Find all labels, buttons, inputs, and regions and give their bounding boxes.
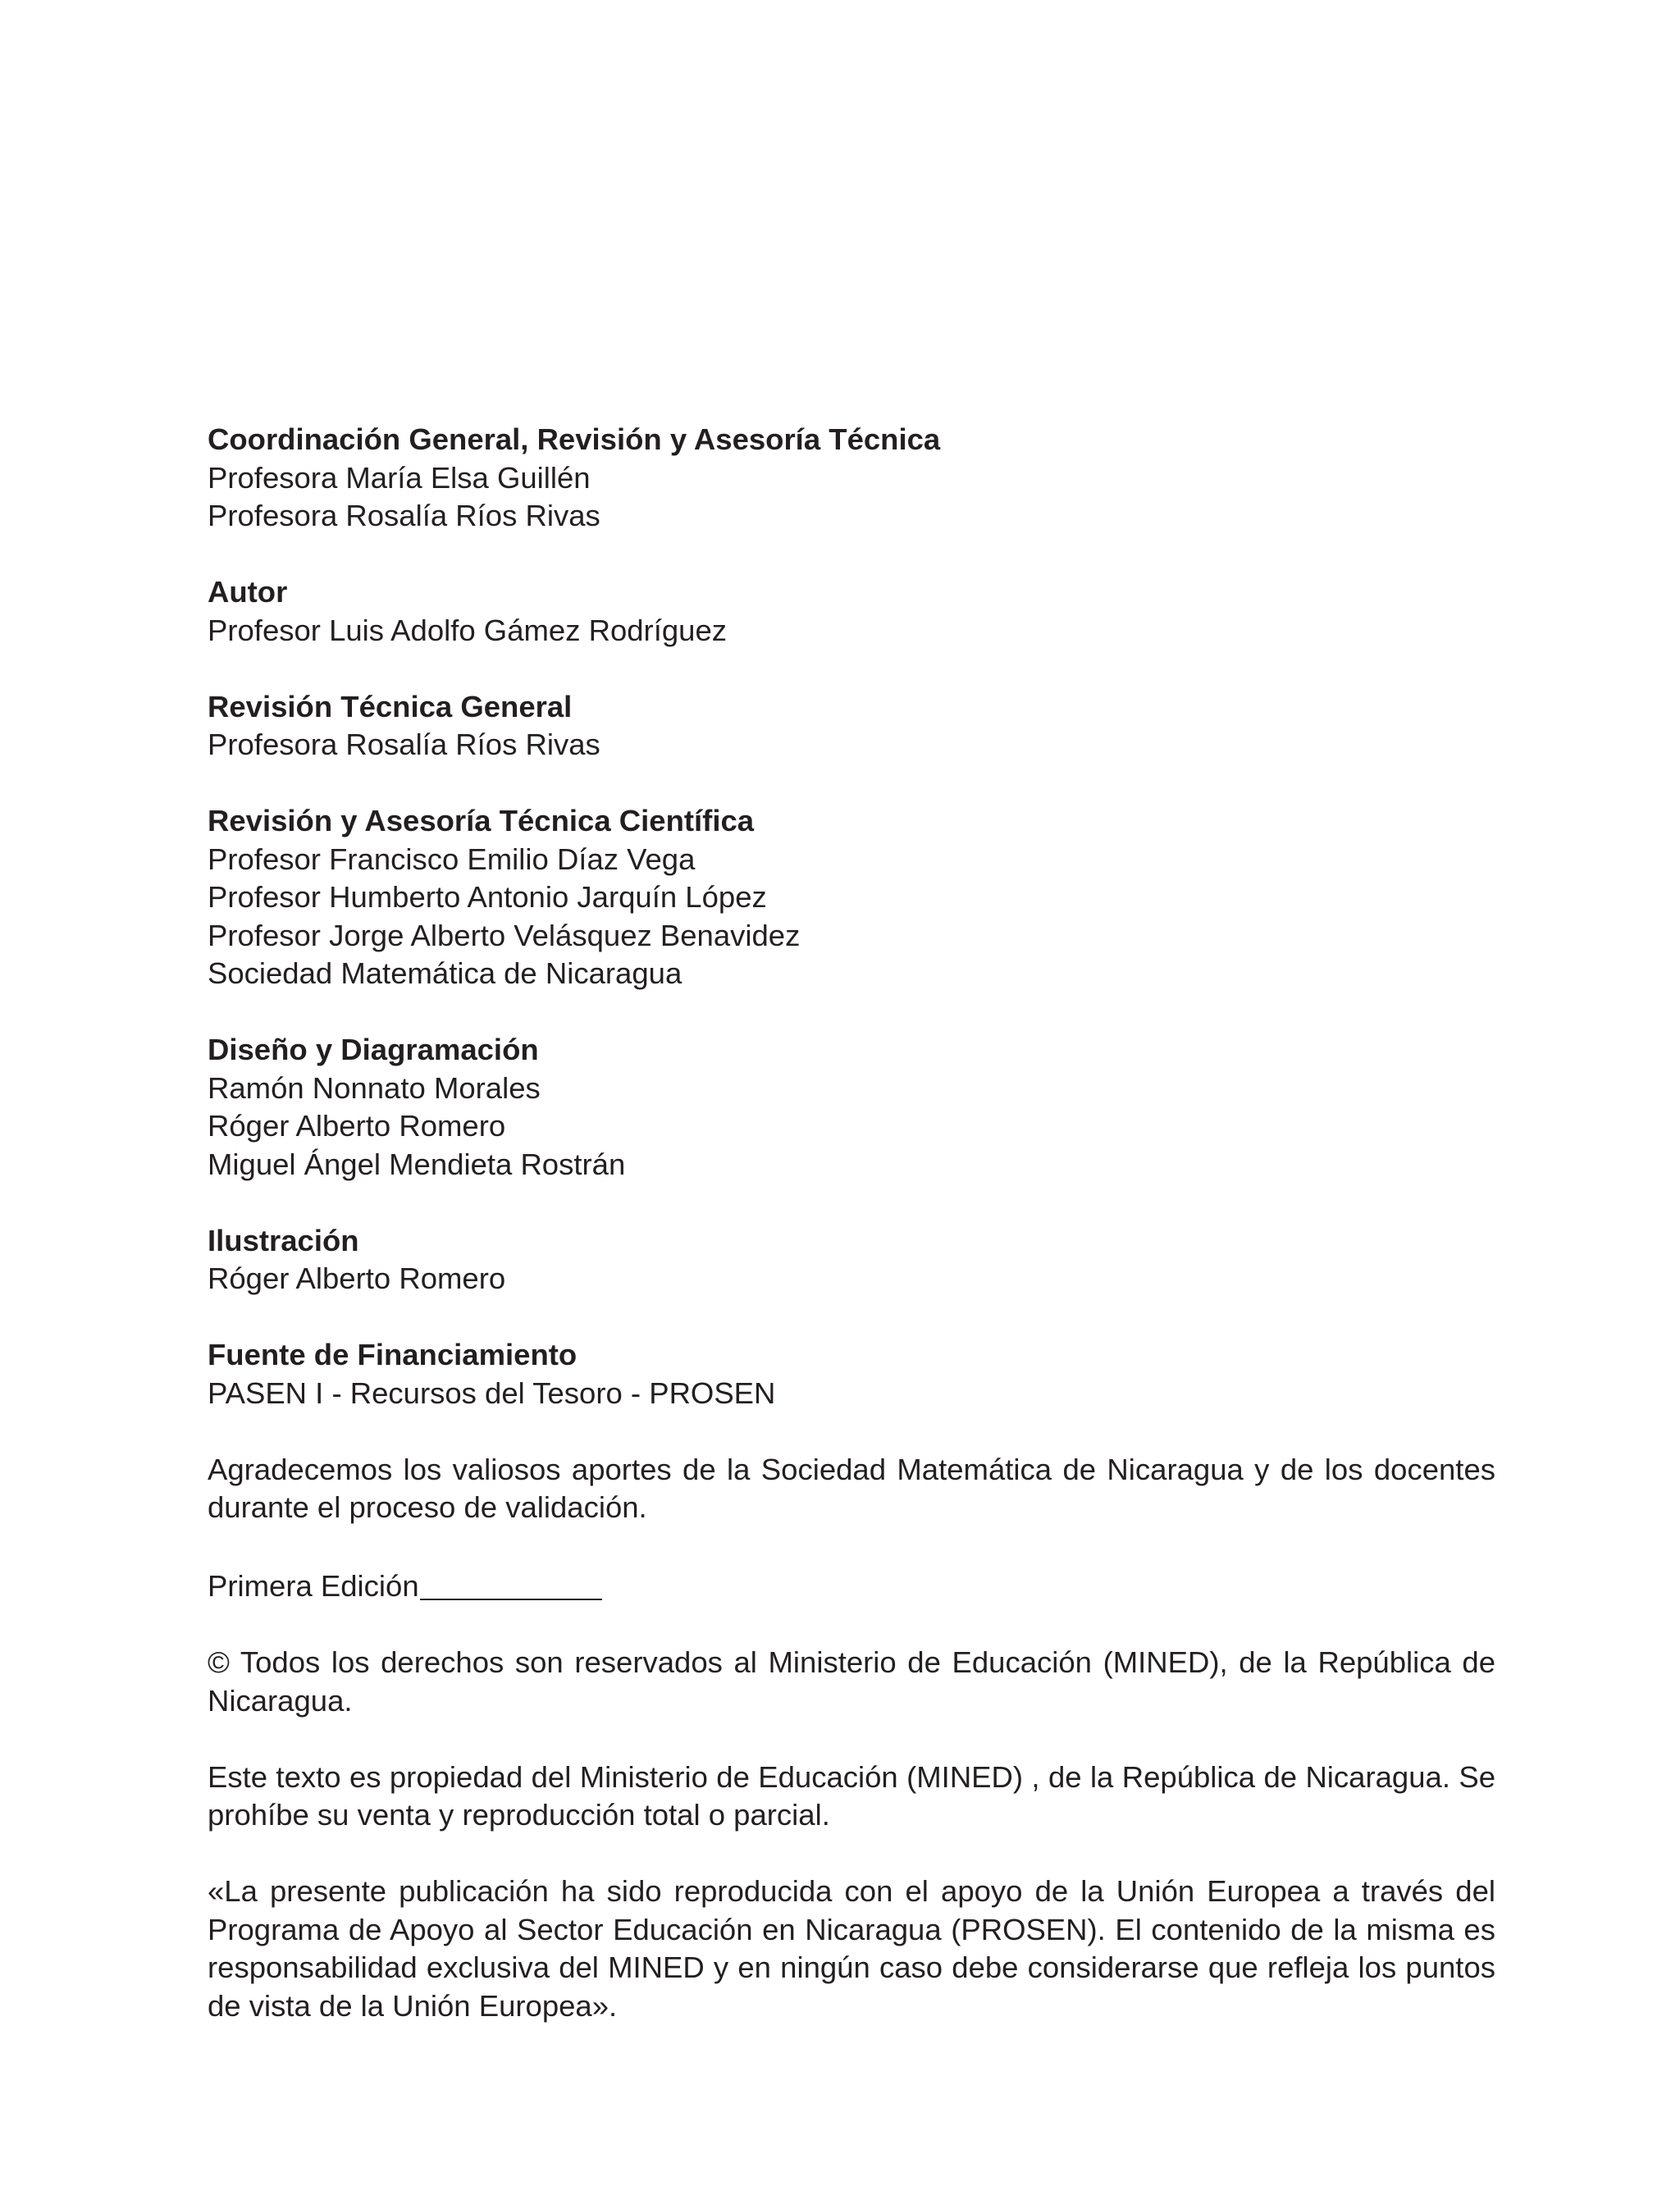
credit-name: Profesora María Elsa Guillén <box>208 460 591 495</box>
acknowledgement-paragraph: Agradecemos los valiosos aportes de la Sociedad Matemática de Nicaragua y de los docentes durante el proceso de validación. <box>208 1452 1495 1524</box>
property-notice-paragraph: Este texto es propiedad del Ministerio de Educación (MINED) , de la República de Nicaragua. Se prohíbe su venta y reproducción total o parcial. <box>208 1759 1495 1832</box>
section-heading: Revisión Técnica General <box>208 689 573 723</box>
credit-name: Ramón Nonnato Morales <box>208 1070 541 1105</box>
credit-name: Sociedad Matemática de Nicaragua <box>208 956 682 990</box>
section-heading: Coordinación General, Revisión y Asesoría Técnica <box>208 422 941 456</box>
section-heading: Diseño y Diagramación <box>208 1033 539 1066</box>
credit-name: Profesora Rosalía Ríos Rivas <box>208 499 600 532</box>
edition-line <box>208 1565 1495 1606</box>
section-heading: Fuente de Financiamiento <box>208 1338 578 1371</box>
credit-name: Profesor Jorge Alberto Velásquez Benavidez <box>208 918 801 952</box>
credit-name: Profesor Francisco Emilio Díaz Vega <box>208 842 696 876</box>
credits-page <box>208 421 1495 2064</box>
credit-name: PASEN I - Recursos del Tesoro - PROSEN <box>208 1376 776 1410</box>
copyright-paragraph: © Todos los derechos son reservados al Ministerio de Educación (MINED), de la República de Nicaragua. <box>208 1645 1495 1718</box>
credit-name: Miguel Ángel Mendieta Rostrán <box>208 1147 626 1181</box>
credit-section-general-review <box>208 688 1495 764</box>
credit-section-scientific-review <box>208 802 1495 993</box>
section-heading: Autor <box>208 575 288 609</box>
eu-disclaimer-paragraph: «La presente publicación ha sido reproducida con el apoyo de la Unión Europea a través del Programa de Apoyo al Sector Educación en Nicaragua (PROSEN). El contenido de la misma es responsabilidad exclusiva del MINED y en ningún caso debe considerarse que refleja los puntos de vista de la Unión Europea». <box>208 1874 1495 2023</box>
section-heading: Ilustración <box>208 1223 359 1257</box>
credit-name: Róger Alberto Romero <box>208 1109 506 1143</box>
credit-name: Róger Alberto Romero <box>208 1262 506 1295</box>
credit-section-illustration <box>208 1222 1495 1298</box>
section-heading: Revisión y Asesoría Técnica Científica <box>208 804 755 837</box>
credit-section-author <box>208 573 1495 650</box>
edition-label: Primera Edición <box>208 1569 419 1603</box>
credit-name: Profesora Rosalía Ríos Rivas <box>208 728 600 761</box>
credit-name: Profesor Luis Adolfo Gámez Rodríguez <box>208 613 727 647</box>
credit-section-design <box>208 1031 1495 1184</box>
credit-section-coordination <box>208 421 1495 536</box>
edition-blank-line <box>420 1569 602 1600</box>
credit-name: Profesor Humberto Antonio Jarquín López <box>208 880 767 914</box>
credit-section-funding <box>208 1336 1495 1412</box>
